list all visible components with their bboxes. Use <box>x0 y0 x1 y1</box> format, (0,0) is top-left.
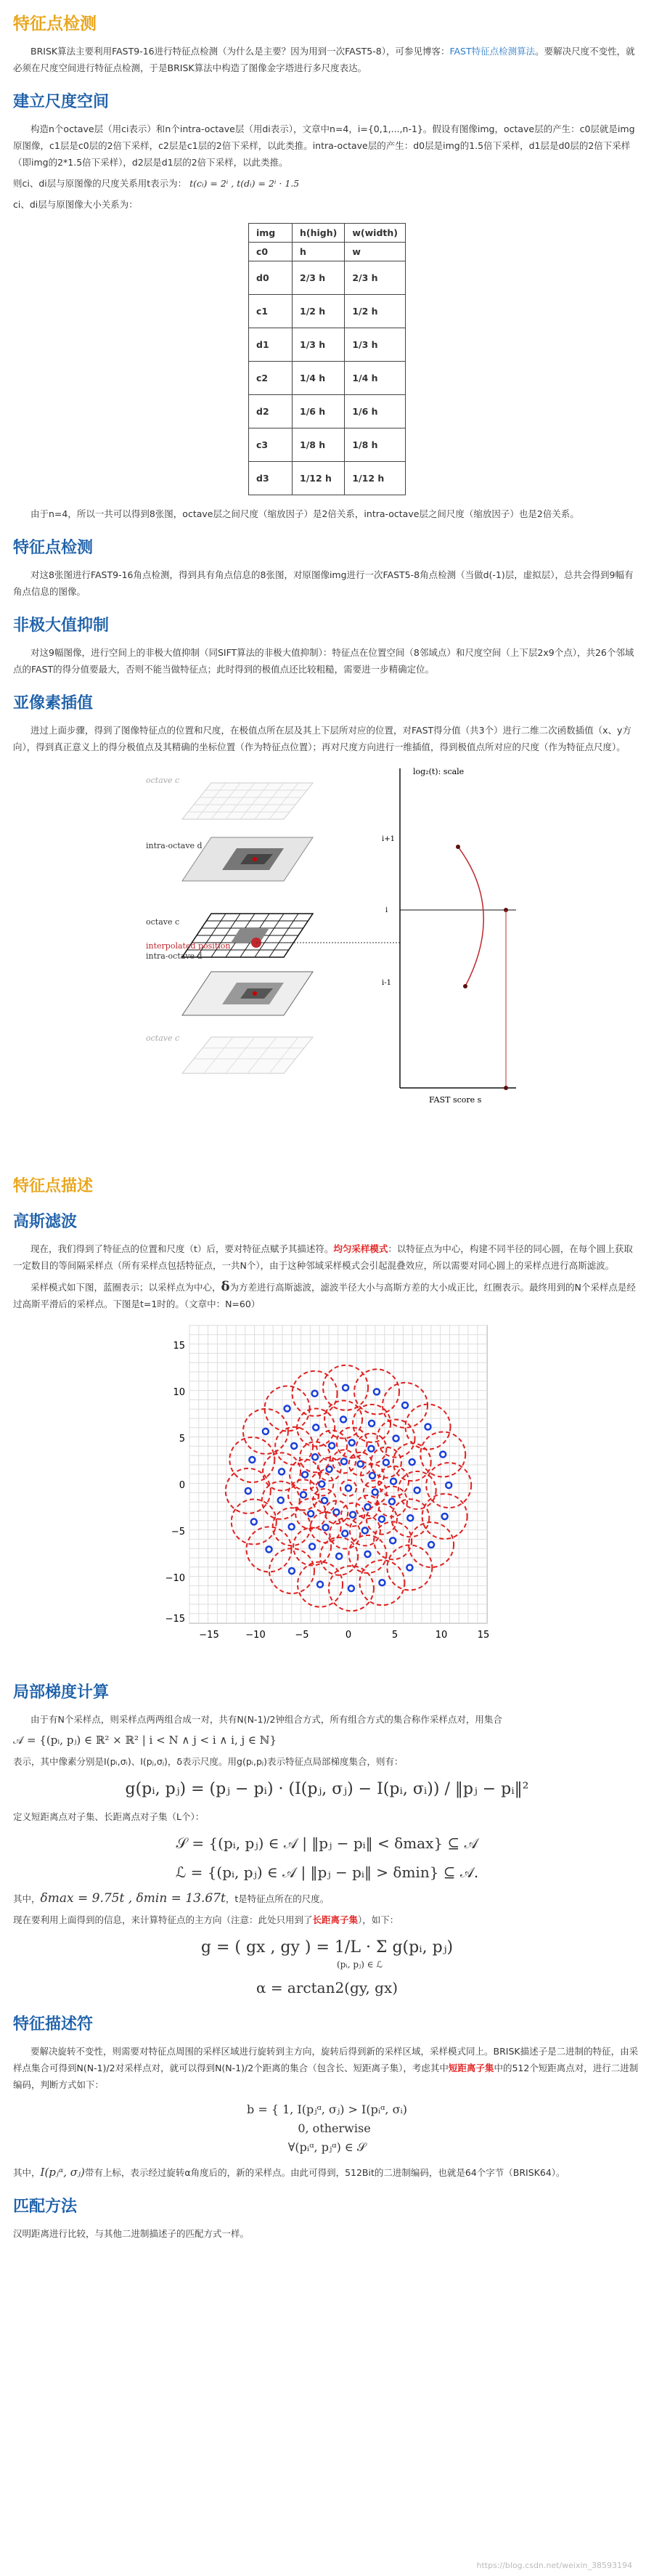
sample-point <box>319 1481 324 1487</box>
tick-x: 5 <box>391 1630 398 1641</box>
sample-point <box>340 1458 346 1464</box>
sample-point <box>343 1385 348 1391</box>
tick-x: −15 <box>198 1630 219 1641</box>
text: 。要解决尺度不变性，就必须在尺度空间进行特征点检测，于是BRISK算法中构造了图像金字塔进行多尺度表达。 <box>13 46 635 73</box>
table-cell: w(width) <box>345 224 406 243</box>
paragraph: 表示，其中像素分别是I(pᵢ,σᵢ)、I(pⱼ,σⱼ)，δ表示尺度。用g(pᵢ,pⱼ)表示特征点局部梯度集合，则有： <box>13 1756 404 1767</box>
layer-ci <box>182 914 313 957</box>
table-cell: 1/12 h <box>345 462 406 495</box>
sample-point <box>446 1482 451 1488</box>
sample-point <box>372 1490 377 1495</box>
sample-point <box>288 1568 294 1574</box>
text: ：以特征点为中心，构建不同半径的同心圆，在每个圆上获取一定数目的等间隔采样点（所有采样点包括特征点，一共N个），由于这种邻域采样模式会引起混叠效应，所以需要对同心圆上的采样点进行高斯滤波。 <box>13 1243 633 1271</box>
sample-point <box>317 1582 323 1588</box>
text: 其中， <box>13 2167 41 2178</box>
axis-y-label: log₂(t): scale <box>412 767 464 776</box>
tick-label: i-1 <box>381 979 391 987</box>
sample-point <box>250 1519 256 1524</box>
sample-point <box>378 1516 384 1522</box>
table-row <box>249 395 406 428</box>
section-title-matching: 匹配方法 <box>13 2198 78 2216</box>
octave-layers <box>182 783 313 1073</box>
table-cell: w <box>345 243 406 261</box>
table-cell: c0 <box>249 243 293 261</box>
sample-point <box>425 1424 430 1430</box>
label-oc-bot: octave c <box>145 1033 179 1043</box>
text: BRISK算法主要利用FAST9-16进行特征点检测（为什么是主要？因为用到一次FAST5-8），可参见博客： <box>30 46 450 57</box>
tick-x: 15 <box>477 1630 489 1641</box>
table-cell: c2 <box>249 362 293 395</box>
text: 则ci、di层与原图像的尺度关系用t表示为： <box>13 178 187 189</box>
highlight-text: 短距离子集 <box>448 2063 494 2073</box>
sample-point <box>407 1515 413 1521</box>
table-cell: 1/6 h <box>345 395 406 428</box>
label-oc-ci: octave c <box>145 917 179 927</box>
sample-point <box>249 1457 255 1463</box>
sample-point <box>348 1585 353 1591</box>
sample-point <box>428 1542 434 1548</box>
table-cell: d2 <box>249 395 293 428</box>
tick-x: −5 <box>294 1630 309 1641</box>
sample-point <box>322 1524 328 1530</box>
sample-point <box>393 1436 398 1442</box>
sample-point <box>308 1511 314 1516</box>
sample-point <box>266 1546 271 1552</box>
table-cell: d3 <box>249 462 293 495</box>
sample-point <box>329 1443 335 1449</box>
sample-point <box>336 1553 342 1559</box>
tick-y: −5 <box>171 1527 185 1537</box>
formula-I: I(pⱼᵅ, σⱼ) <box>40 2166 85 2179</box>
sample-point <box>383 1460 388 1466</box>
sample-point <box>346 1485 351 1491</box>
text: 要解决旋转不变性，则需要对特征点周围的采样区域进行旋转到主方向，旋转后得到新的采样区域，采样模式同上。BRISK描述子是二进制的特征，由采样点集合可得到N(N-1)/2对采样点对，就可以得到N(N-1)/2个距离的集合（包含长、短距离子集），考虑其中 <box>13 2046 639 2073</box>
table-cell: d1 <box>249 328 293 362</box>
text: 带有上标，表示经过旋转α角度后的，新的采样点。由此可得到，512Bit的二进制编码，也就是64个字节（BRISK64）。 <box>84 2167 565 2178</box>
paragraph <box>13 2164 641 2181</box>
label-intra-di: intra-octave d <box>145 841 203 850</box>
section-title-nms: 非极大值抑制 <box>13 617 110 635</box>
sample-point <box>441 1513 447 1519</box>
delta-symbol: δ <box>221 1279 230 1294</box>
tick-label: i+1 <box>381 835 395 843</box>
sample-point <box>311 1391 317 1397</box>
sample-point <box>373 1389 379 1394</box>
formula-S: 𝒮 = {(pᵢ, pⱼ) ∈ 𝒜 | ‖pⱼ − pᵢ‖ < δmax} ⊆ 𝒜 <box>176 1835 478 1852</box>
tick-y: 5 <box>179 1434 185 1445</box>
sample-point <box>342 1531 348 1537</box>
sampling-pattern-figure <box>160 1318 494 1667</box>
paragraph: 对这9幅图像，进行空间上的非极大值抑制（同SIFT算法的非极大值抑制）：特征点在位置空间（8邻域点）和尺度空间（上下层2x9个点），共26个邻域点的FAST的得分值要最大，否则不能当做特征点；此时得到的极值点还比较粗糙，需要进一步精确定位。 <box>13 647 634 675</box>
formula-line: b = { 1, I(pⱼᵅ, σⱼ) > I(pᵢᵅ, σᵢ) <box>247 2102 407 2116</box>
sample-point <box>388 1499 394 1505</box>
paragraph <box>13 1240 641 1274</box>
scale-space-figure <box>124 761 531 1161</box>
sample-point <box>369 1421 375 1426</box>
label-interp: interpolated position <box>145 941 230 951</box>
text: 现在，我们得到了特征点的位置和尺度（t）后，要对特征点赋予其描述符。 <box>30 1243 334 1254</box>
sample-point <box>406 1564 412 1570</box>
table-row <box>249 462 406 495</box>
text: 现在要利用上面得到的信息，来计算特征点的主方向（注意：此处只用到了 <box>13 1914 313 1925</box>
table-cell: img <box>249 224 293 243</box>
sample-point <box>390 1537 396 1543</box>
table-cell: 1/8 h <box>293 428 345 462</box>
sample-point <box>440 1452 446 1458</box>
table-cell: h <box>293 243 345 261</box>
sample-point <box>245 1488 250 1494</box>
highlight-text: 均匀采样模式 <box>333 1243 388 1254</box>
layer-bottom <box>182 1037 313 1073</box>
sample-point <box>414 1487 420 1493</box>
fast-link[interactable]: FAST特征点检测算法 <box>449 46 536 57</box>
sample-point <box>288 1524 294 1529</box>
text: 为方差进行高斯滤波，滤波半径大小与高斯方差的大小成正比，红圈表示。最终用到的N个采样点是经过高斯平滑后的采样点。下图是t=1时的。（文章中：N=60） <box>13 1282 636 1309</box>
table-cell: c1 <box>249 295 293 328</box>
tick-y: −15 <box>165 1614 185 1625</box>
label-intra-dm: intra-octave d <box>145 951 203 961</box>
section-title-descriptor-bits: 特征描述符 <box>13 2015 94 2033</box>
table-cell: 1/8 h <box>345 428 406 462</box>
sample-point <box>391 1479 396 1484</box>
sample-point <box>361 1527 367 1533</box>
section-title-gradient: 局部梯度计算 <box>13 1683 110 1702</box>
section-title-subpixel: 亚像素插值 <box>13 694 94 712</box>
paragraph <box>13 1911 641 1928</box>
paragraph: ci、di层与原图像大小关系为： <box>13 199 138 210</box>
table-cell: 2/3 h <box>293 261 345 295</box>
sample-point <box>350 1512 356 1518</box>
formula-L: ℒ = {(pᵢ, pⱼ) ∈ 𝒜 | ‖pⱼ − pᵢ‖ > δmin} ⊆ 𝒜. <box>175 1864 479 1881</box>
sample-point <box>262 1429 268 1434</box>
tick-y: 15 <box>172 1341 185 1352</box>
highlight-text: 长距离子集 <box>312 1914 359 1925</box>
tick-x: 0 <box>345 1630 351 1641</box>
sample-point <box>409 1459 414 1465</box>
section-title-descriptor: 特征点描述 <box>13 1177 94 1195</box>
paragraph <box>13 2043 641 2093</box>
text: 中的512个短距离点对，进行二进制编码，判断方式如下： <box>13 2063 639 2090</box>
watermark: https://blog.csdn.net/weixin_38593194 <box>476 2561 632 2570</box>
formula-g-sub: (pᵢ, pⱼ) ∈ ℒ <box>336 1959 383 1970</box>
table-row <box>249 295 406 328</box>
paragraph: 定义短距离点对子集、长距离点对子集（L个）： <box>13 1811 205 1822</box>
axis-x-label: FAST score s <box>428 1095 481 1105</box>
table-cell: 1/12 h <box>293 462 345 495</box>
table-cell: d0 <box>249 261 293 295</box>
table-header <box>249 224 406 243</box>
paragraph <box>13 43 641 76</box>
sample-point <box>348 1439 354 1445</box>
text: ，t是特征点所在的尺度。 <box>225 1893 330 1904</box>
text: 采样模式如下图，蓝圈表示；以采样点为中心， <box>30 1282 221 1293</box>
sample-point <box>300 1492 306 1498</box>
table-cell: h(high) <box>293 224 345 243</box>
sample-point <box>312 1454 318 1460</box>
sample-point <box>379 1580 385 1585</box>
table-row <box>249 428 406 462</box>
tick-x: −10 <box>245 1630 266 1641</box>
formula-b <box>13 2100 641 2157</box>
label-oc-top: octave c <box>145 776 179 785</box>
layer-top <box>182 783 313 819</box>
table-row <box>249 243 406 261</box>
scale-table <box>248 223 406 495</box>
paragraph: 进过上面步骤，得到了图像特征点的位置和尺度，在极值点所在层及其上下层所对应的位置，对FAST得分值（共3个）进行二维二次函数插值（x、y方向），得到真正意义上的得分极值点及其精确的坐标位置（作为特征点位置）；再对尺度方向进行一维插值，得到极值点所对应的尺度（作为特征点尺度）。 <box>13 725 631 752</box>
sample-point <box>279 1468 285 1474</box>
sample-point <box>309 1544 315 1550</box>
tick-y: −10 <box>165 1573 185 1584</box>
sample-point <box>284 1406 290 1412</box>
tick-x: 10 <box>435 1630 447 1641</box>
paragraph <box>13 175 641 192</box>
sample-point <box>368 1446 374 1452</box>
table-row <box>249 362 406 395</box>
sample-point <box>364 1551 370 1557</box>
paragraph: 由于n=4，所以一共可以得到8张图，octave层之间尺度（缩放因子）是2倍关系，intra-octave层之间尺度（缩放因子）也是2倍关系。 <box>30 508 579 519</box>
table-row <box>249 328 406 362</box>
table-cell: 1/4 h <box>345 362 406 395</box>
subsection-title-gaussian: 高斯滤波 <box>13 1213 78 1231</box>
table-cell: 1/6 h <box>293 395 345 428</box>
tick-y: 0 <box>179 1480 185 1491</box>
paragraph <box>13 1278 641 1312</box>
text: 其中， <box>13 1893 41 1904</box>
section-title-feature-detection: 特征点检测 <box>13 15 97 33</box>
sample-point <box>291 1443 297 1449</box>
tick-label: i <box>385 906 388 914</box>
table-cell: c3 <box>249 428 293 462</box>
paragraph <box>13 1711 641 1728</box>
sample-point <box>313 1425 319 1431</box>
layer-intra-dm <box>182 972 313 1015</box>
formula-alpha: α = arctan2(gy, gx) <box>256 1979 398 1996</box>
table-cell: 1/2 h <box>345 295 406 328</box>
paragraph <box>13 1890 641 1907</box>
tick-y: 10 <box>172 1387 185 1398</box>
formula: t(cᵢ) = 2ⁱ , <box>189 178 234 189</box>
sample-point <box>302 1471 308 1477</box>
formula-gradient: g(pᵢ, pⱼ) = (pⱼ − pᵢ) · (I(pⱼ, σⱼ) − I(pᵢ, σᵢ)) / ‖pⱼ − pᵢ‖² <box>125 1780 529 1798</box>
formula-A: 𝒜 = {(pᵢ, pⱼ) ∈ ℝ² × ℝ² | i < N ∧ j < i ∧ i, j ∈ ℕ} <box>13 1734 277 1747</box>
formula: t(dᵢ) = 2ⁱ · 1.5 <box>237 178 300 189</box>
paragraph: 对这8张图进行FAST9-16角点检测，得到具有角点信息的8张图，对原图像img进行一次FAST5-8角点检测（当做d(-1)层，虚拟层），总共会得到9幅有角点信息的图像。 <box>13 569 634 597</box>
table-cell: 1/4 h <box>293 362 345 395</box>
formula-g: g = ( gx , gy ) = 1/L · Σ g(pᵢ, pⱼ) <box>200 1938 454 1957</box>
sample-point <box>322 1498 327 1503</box>
table-cell: 1/3 h <box>345 328 406 362</box>
table-cell: 1/3 h <box>293 328 345 362</box>
formula-delta: δmax = 9.75t , δmin = 13.67t <box>40 1891 226 1906</box>
section-title-detection: 特征点检测 <box>13 539 94 557</box>
table-cell: 1/2 h <box>293 295 345 328</box>
sample-point <box>277 1498 283 1503</box>
sample-point <box>402 1402 408 1408</box>
formula-line: 0, otherwise <box>298 2121 371 2135</box>
scale-axes <box>382 767 516 1105</box>
text: ），如下： <box>358 1914 399 1925</box>
table-cell: 2/3 h <box>345 261 406 295</box>
sample-point <box>369 1473 375 1479</box>
formula-line: ∀(pᵢᵅ, pⱼᵅ) ∈ 𝒮 <box>287 2140 367 2154</box>
section-title-scale-space: 建立尺度空间 <box>13 93 110 111</box>
paragraph: 构造n个octave层（用ci表示）和n个intra-octave层（用di表示），文章中n=4，i={0,1,...,n-1}。假设有图像img，octave层的产生：c0层就是img原图像，c1层是c0层的2倍下采样，c2层是c1层的2倍下采样，以此类推。intra-octave层的产生：d0层是img的1.5倍下采样，d1层是d0层的2倍下采样（即img的2*1.5倍下采样），d2层是d1层的2倍下采样，以此类推。 <box>13 123 635 168</box>
table-row <box>249 261 406 295</box>
paragraph: 汉明距离进行比较，与其他二进制描述子的匹配方式一样。 <box>13 2228 250 2239</box>
sample-point <box>340 1417 346 1423</box>
text: 由于有N个采样点，则采样点两两组合成一对，共有N(N-1)/2钟组合方式，所有组合方式的集合称作采样点对，用集合 <box>30 1714 502 1725</box>
